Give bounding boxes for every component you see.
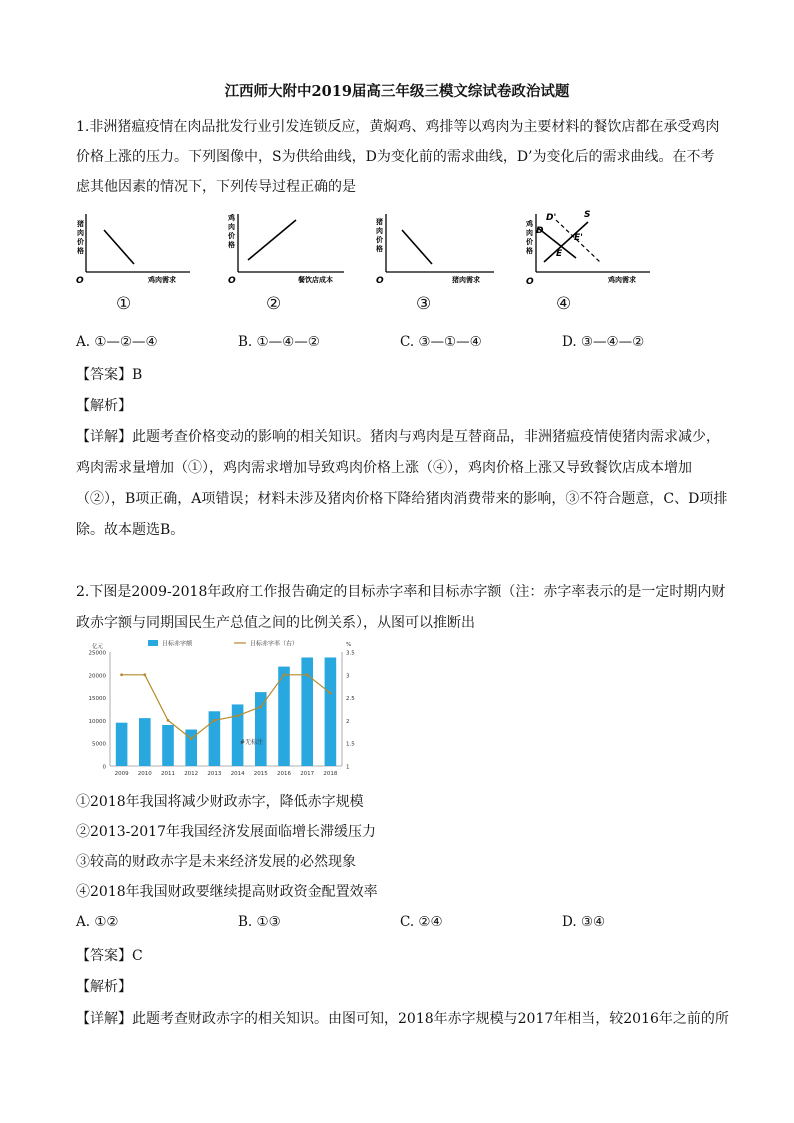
y-left-tick-label: 25000 xyxy=(88,650,106,657)
bar-2018 xyxy=(325,657,337,766)
q2-option-d[interactable]: D. ③④ xyxy=(562,914,606,930)
x-tick-label: 2013 xyxy=(207,771,222,777)
figure-2 xyxy=(222,210,352,320)
y-right-tick-label: 3 xyxy=(346,673,350,680)
q2-statement-4: ④2018年我国财政要继续提高财政资金配置效率 xyxy=(76,884,378,900)
q1-analysis-label: 【解析】 xyxy=(76,398,132,414)
y-left-unit: 亿元 xyxy=(92,644,104,650)
q1-option-c[interactable]: C. ③—①—④ xyxy=(400,334,482,350)
svg-text:价: 价 xyxy=(228,232,235,240)
q1-option-a[interactable]: A. ①—②—④ xyxy=(76,334,158,350)
svg-text:O: O xyxy=(228,276,236,286)
q2-statement-2: ②2013-2017年我国经济发展面临增长滞缓压力 xyxy=(76,824,376,840)
rate-point-2012 xyxy=(190,737,193,740)
svg-text:鸡肉需求: 鸡肉需求 xyxy=(608,276,636,284)
y-right-tick-label: 2.5 xyxy=(346,696,355,703)
svg-text:D': D' xyxy=(546,213,557,223)
x-tick-label: 2018 xyxy=(323,771,338,777)
y-left-tick-label: 5000 xyxy=(92,741,106,748)
svg-text:价: 价 xyxy=(376,236,383,244)
q2-answer: 【答案】C xyxy=(76,948,143,964)
svg-text:肉: 肉 xyxy=(77,229,84,237)
q1-stem-line-1: 1.非洲猪瘟疫情在肉品批发行业引发连锁反应，黄焖鸡、鸡排等以鸡肉为主要材料的餐饮店都在承受鸡肉 xyxy=(76,119,720,135)
y-right-tick-label: 2 xyxy=(346,718,350,725)
svg-text:格: 格 xyxy=(376,245,383,253)
x-tick-label: 2009 xyxy=(114,771,129,777)
rate-point-2009 xyxy=(120,673,123,676)
q1-detail-line-3: （②），B项正确，A项错误；材料未涉及猪肉价格下降给猪肉消费带来的影响，③不符合题意，C、D项排 xyxy=(76,491,728,507)
svg-text:O: O xyxy=(376,276,384,286)
q1-stem-line-2: 价格上涨的压力。下列图像中，S为供给曲线，D为变化前的需求曲线，D’为变化后的需求曲线。在不考 xyxy=(76,149,715,165)
y-left-tick-label: 0 xyxy=(102,764,106,771)
svg-text:格: 格 xyxy=(77,247,84,255)
x-tick-label: 2011 xyxy=(161,771,175,777)
svg-text:肉: 肉 xyxy=(376,227,383,235)
svg-text:肉: 肉 xyxy=(228,223,235,231)
fig1-ylabel: 猪 xyxy=(77,220,84,228)
q1-detail-line-1: 【详解】此题考查价格变动的影响的相关知识。猪肉与鸡肉是互替商品，非洲猪瘟疫情使猪肉需求减少， xyxy=(76,429,720,445)
rate-point-2013 xyxy=(213,719,216,722)
bar-2015 xyxy=(255,692,267,766)
q2-option-a[interactable]: A. ①② xyxy=(76,914,119,930)
q1-detail-line-2: 鸡肉需求量增加（①），鸡肉需求增加导致鸡肉价格上涨（④），鸡肉价格上涨又导致餐饮店成本增加 xyxy=(76,460,692,476)
q1-stem-line-3: 虑其他因素的情况下，下列传导过程正确的是 xyxy=(76,179,356,195)
q1-option-d[interactable]: D. ③—④—② xyxy=(562,334,645,350)
svg-text:E: E xyxy=(556,249,563,259)
rate-point-2017 xyxy=(306,673,309,676)
y-left-tick-label: 10000 xyxy=(88,718,106,725)
svg-text:O: O xyxy=(526,277,534,287)
q2-statement-1: ①2018年我国将减少财政赤字，降低赤字规模 xyxy=(76,794,364,810)
q2-stem-line-1: 2.下图是2009-2018年政府工作报告确定的目标赤字率和目标赤字额（注：赤字率表示的是一定时期内财 xyxy=(76,584,726,600)
figure-1-number: ① xyxy=(116,294,132,314)
svg-text:肉: 肉 xyxy=(526,229,533,237)
rate-point-2015 xyxy=(259,705,262,708)
svg-text:鸡: 鸡 xyxy=(228,214,235,222)
q1-answer: 【答案】B xyxy=(76,367,143,383)
figure-3-number: ③ xyxy=(416,294,432,314)
figure-4-number: ④ xyxy=(556,294,572,314)
rate-point-2018 xyxy=(329,692,332,695)
x-tick-label: 2015 xyxy=(253,771,268,777)
y-right-tick-label: 3.5 xyxy=(346,650,355,657)
fig1-origin: O xyxy=(76,276,84,286)
q2-statement-3: ③较高的财政赤字是未来经济发展的必然现象 xyxy=(76,854,356,870)
figure-2-number: ② xyxy=(266,294,282,314)
chart-annotation: #无标注 xyxy=(240,739,264,746)
svg-text:鸡: 鸡 xyxy=(526,220,533,228)
x-tick-label: 2010 xyxy=(137,771,152,777)
bar-2011 xyxy=(162,725,174,766)
bar-2016 xyxy=(278,667,290,766)
q2-option-c[interactable]: C. ②④ xyxy=(400,914,443,930)
q2-detail-line-1: 【详解】此题考查财政赤字的相关知识。由图可知，2018年赤字规模与2017年相当，较2016年之前的所 xyxy=(76,1011,729,1027)
svg-text:猪: 猪 xyxy=(376,218,383,226)
svg-text:价: 价 xyxy=(526,238,533,246)
svg-text:餐饮店成本: 餐饮店成本 xyxy=(298,276,333,284)
q1-detail-line-4: 除。故本题选B。 xyxy=(76,522,185,538)
y-right-tick-label: 1 xyxy=(346,764,350,771)
x-tick-label: 2012 xyxy=(184,771,199,777)
y-left-tick-label: 20000 xyxy=(88,673,106,680)
y-right-unit: % xyxy=(346,642,352,648)
y-left-tick-label: 15000 xyxy=(88,696,106,703)
rate-point-2010 xyxy=(143,673,146,676)
rate-point-2011 xyxy=(167,719,170,722)
svg-text:价: 价 xyxy=(77,238,84,246)
figure-1 xyxy=(74,210,194,320)
page-title: 江西师大附中2019届高三年级三模文综试卷政治试题 xyxy=(224,83,570,100)
q1-option-b[interactable]: B. ①—④—② xyxy=(238,334,320,350)
figure-3 xyxy=(372,210,502,320)
svg-text:猪肉需求: 猪肉需求 xyxy=(452,276,480,284)
deficit-chart xyxy=(74,636,364,784)
q2-stem-line-2: 政赤字额与同期国民生产总值之间的比例关系），从图可以推断出 xyxy=(76,615,475,631)
rate-point-2014 xyxy=(236,714,239,717)
deficit-rate-line xyxy=(122,675,331,739)
legend-line-label: 目标赤字率（右） xyxy=(250,640,299,648)
svg-text:D: D xyxy=(536,226,544,236)
legend-bar-label: 目标赤字额 xyxy=(162,640,193,648)
svg-text:E': E' xyxy=(574,233,583,243)
figure-4 xyxy=(522,206,662,320)
q2-option-b[interactable]: B. ①③ xyxy=(238,914,281,930)
bar-2009 xyxy=(116,723,128,766)
x-tick-label: 2016 xyxy=(277,771,291,777)
svg-text:格: 格 xyxy=(228,241,235,249)
rate-point-2016 xyxy=(283,673,286,676)
y-right-tick-label: 1.5 xyxy=(346,741,355,748)
x-tick-label: 2014 xyxy=(230,771,245,777)
x-tick-label: 2017 xyxy=(300,771,315,777)
q2-analysis-label: 【解析】 xyxy=(76,979,132,995)
deficit-chart-svg xyxy=(74,636,364,784)
svg-text:格: 格 xyxy=(526,247,533,255)
legend-bar-swatch xyxy=(148,640,158,646)
fig1-xlabel: 鸡肉需求 xyxy=(148,276,176,284)
svg-text:S: S xyxy=(584,210,591,220)
bar-2010 xyxy=(139,718,151,766)
